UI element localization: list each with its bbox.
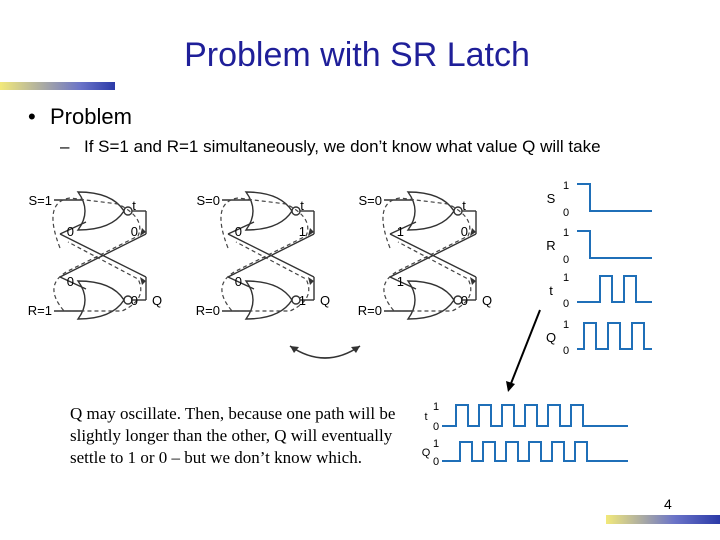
wave-signal-label: R xyxy=(546,238,556,253)
oscillation-caption xyxy=(70,403,420,469)
nor-gate-body xyxy=(78,281,124,319)
wave-signal-label: Q xyxy=(545,330,557,345)
nor-gate-body xyxy=(246,281,292,319)
gate-input-value: 0 xyxy=(66,224,74,239)
caption-line: Q may oscillate. Then, because one path will be xyxy=(70,404,396,423)
arrowhead xyxy=(506,381,515,392)
r-input-label: R=0 xyxy=(195,303,220,318)
wave-q-zoom xyxy=(442,442,628,461)
nor-gate-bubble xyxy=(124,207,132,215)
page-number: 4 xyxy=(664,496,672,512)
wave-s xyxy=(577,184,652,211)
arrowhead xyxy=(351,346,360,353)
wave-signal-label: t xyxy=(424,411,428,423)
r-input-label: R=1 xyxy=(27,303,52,318)
caption-line: slightly longer than the other, Q will eventually xyxy=(70,426,393,445)
q-output-label: Q xyxy=(152,293,163,308)
bullet-text: Problem xyxy=(50,104,132,129)
t-label: t xyxy=(300,198,304,213)
wave-low-label: 0 xyxy=(562,207,570,219)
arrowhead xyxy=(308,277,314,285)
wave-low-label: 0 xyxy=(562,254,570,266)
wave-t xyxy=(577,276,652,302)
nor-gate-bubble xyxy=(292,207,300,215)
nor-gate-body xyxy=(408,192,454,230)
gate-output-value: 0 xyxy=(460,293,468,308)
transition-arc xyxy=(290,346,360,358)
slide-title: Problem with SR Latch xyxy=(184,36,530,74)
wave-q xyxy=(577,323,652,349)
r-input-label: R=0 xyxy=(357,303,382,318)
arrowhead xyxy=(470,277,476,285)
sr-latch-1 xyxy=(28,192,162,319)
wave-high-label: 1 xyxy=(562,272,570,284)
wave-r xyxy=(577,231,652,258)
wave-signal-label: t xyxy=(549,283,553,298)
nor-gate-body xyxy=(78,192,124,230)
wave-low-label: 0 xyxy=(562,345,570,357)
gate-output-value: 1 xyxy=(298,293,306,308)
wave-low-label: 0 xyxy=(432,456,440,468)
sr-latch-3 xyxy=(358,192,492,319)
zoom-arrow xyxy=(510,310,540,386)
sr-latch-2 xyxy=(196,192,330,319)
q-output-label: Q xyxy=(320,293,331,308)
arrowhead xyxy=(290,346,299,353)
q-output-label: Q xyxy=(482,293,493,308)
wave-low-label: 0 xyxy=(432,421,440,433)
s-input-label: S=1 xyxy=(28,193,52,208)
s-input-label: S=0 xyxy=(358,193,382,208)
sub-bullet-dash: – xyxy=(60,137,70,156)
nor-gate-body xyxy=(246,192,292,230)
nor-gate-body xyxy=(408,281,454,319)
gate-input-value: 1 xyxy=(396,274,404,289)
nor-gate-bubble xyxy=(454,207,462,215)
gate-input-value: 0 xyxy=(234,274,242,289)
wave-signal-label: S xyxy=(546,191,556,206)
footer-accent-bar xyxy=(606,515,720,524)
bullet-dot: • xyxy=(28,104,36,129)
wave-high-label: 1 xyxy=(562,180,570,192)
caption-line: settle to 1 or 0 – but we don’t know which. xyxy=(70,448,362,467)
wave-high-label: 1 xyxy=(432,438,440,450)
gate-output-value: 0 xyxy=(460,224,468,239)
wave-high-label: 1 xyxy=(562,319,570,331)
gate-output-value: 0 xyxy=(130,224,138,239)
gate-output-value: 1 xyxy=(298,224,306,239)
gate-input-value: 0 xyxy=(66,274,74,289)
wave-t-zoom xyxy=(442,405,628,426)
sub-bullet-text: If S=1 and R=1 simultaneously, we don’t know what value Q will take xyxy=(84,137,601,156)
s-input-label: S=0 xyxy=(196,193,220,208)
gate-input-value: 1 xyxy=(396,224,404,239)
wave-high-label: 1 xyxy=(432,401,440,413)
wave-signal-label: Q xyxy=(421,447,431,459)
gate-input-value: 0 xyxy=(234,224,242,239)
gate-output-value: 0 xyxy=(130,293,138,308)
wave-high-label: 1 xyxy=(562,227,570,239)
wave-low-label: 0 xyxy=(562,298,570,310)
t-label: t xyxy=(132,198,136,213)
t-label: t xyxy=(462,198,466,213)
arrowhead xyxy=(140,277,146,285)
